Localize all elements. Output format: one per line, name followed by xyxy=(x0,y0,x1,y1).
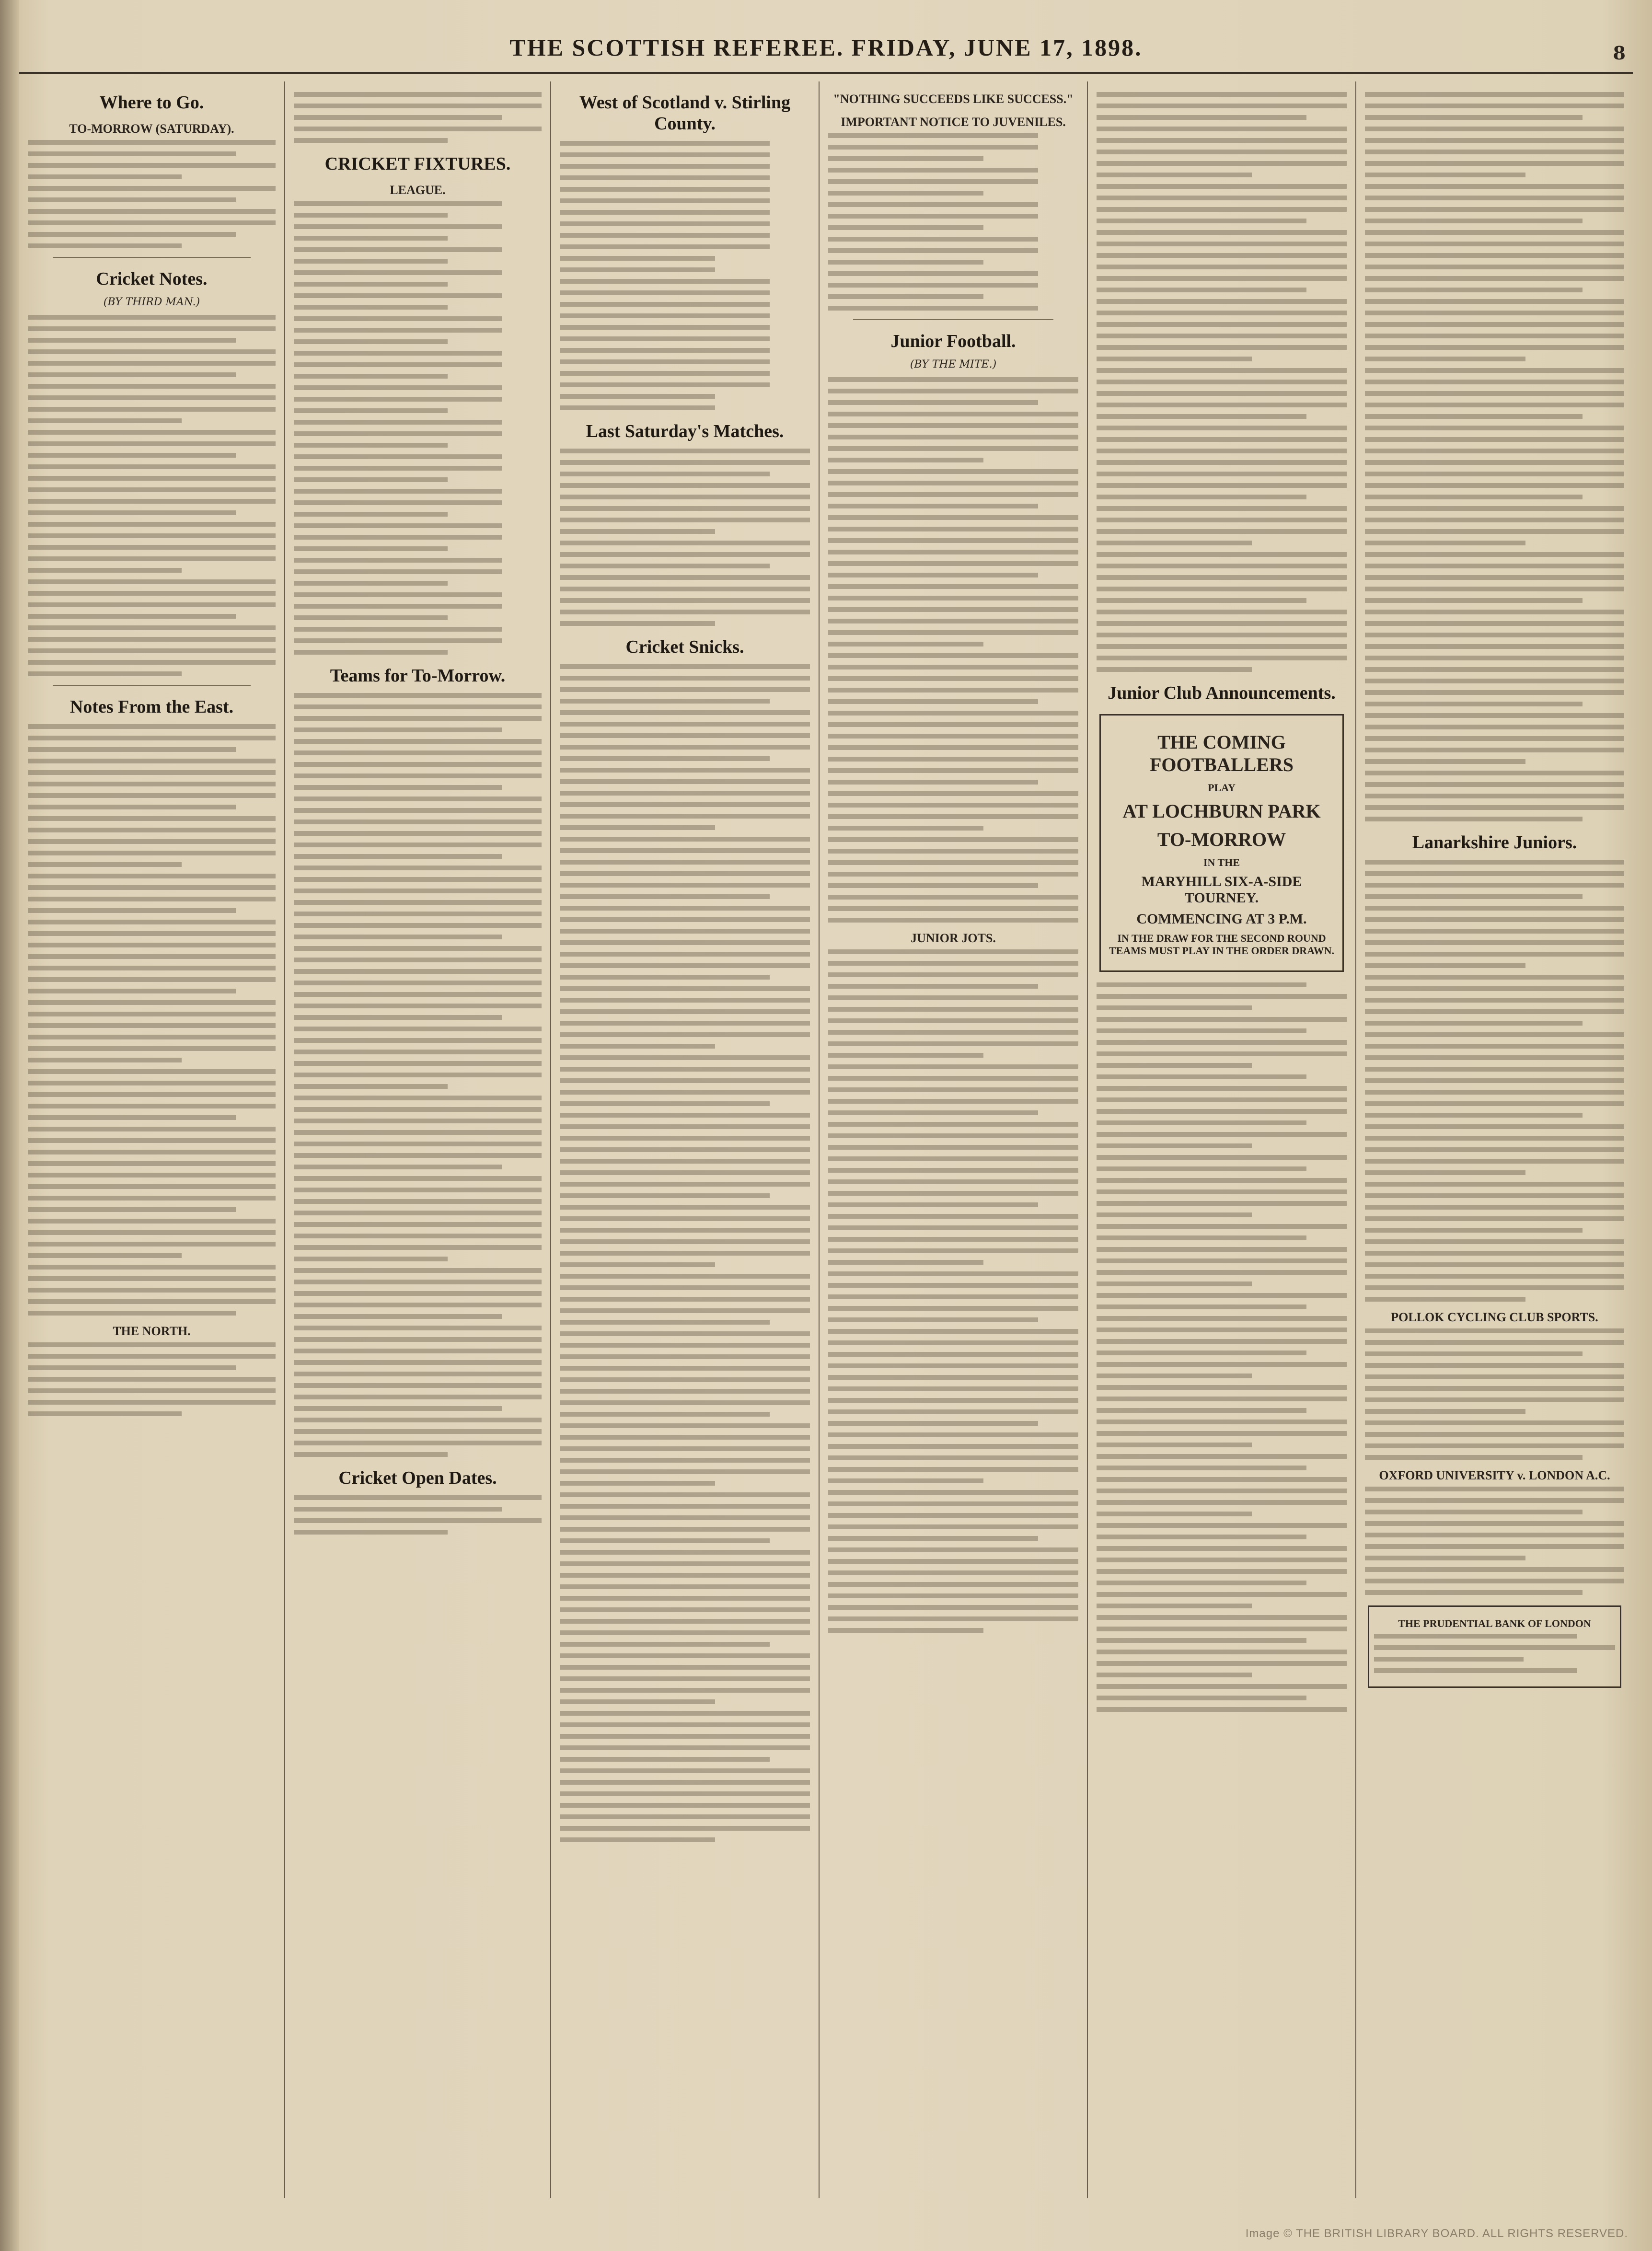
text-block xyxy=(28,724,276,1316)
section-heading: Junior Football. xyxy=(890,331,1016,351)
masthead-title: THE SCOTTISH REFEREE. FRIDAY, JUNE 17, 1898. xyxy=(509,34,1143,61)
section-heading: Teams for To-Morrow. xyxy=(330,666,506,686)
column-3 xyxy=(551,81,820,2198)
section-heading: THE NORTH. xyxy=(113,1324,191,1338)
advertisements-block xyxy=(1097,982,1347,1712)
ad-line-4: TO-MORROW xyxy=(1157,829,1286,850)
column-1-heading: Where to Go. xyxy=(99,92,204,113)
ad-line-5: IN THE xyxy=(1203,856,1240,868)
column-2 xyxy=(285,81,551,2198)
ad-line-1: THE COMING FOOTBALLERS xyxy=(1149,731,1294,775)
columns xyxy=(19,81,1633,2198)
section-heading: JUNIOR JOTS. xyxy=(911,931,996,945)
binding-edge xyxy=(0,0,19,2251)
page-number: 8 xyxy=(1613,42,1626,64)
notice-block xyxy=(828,133,1078,311)
text-block xyxy=(1097,92,1347,672)
column-4-heading: "NOTHING SUCCEEDS LIKE SUCCESS." xyxy=(833,92,1074,106)
section-heading: TO-MORROW (SATURDAY). xyxy=(69,122,234,136)
text-block xyxy=(560,664,810,1842)
text-block xyxy=(294,92,542,143)
byline: (BY THE MITE.) xyxy=(910,358,997,370)
text-block xyxy=(294,693,542,1457)
section-heading: POLLOK CYCLING CLUB SPORTS. xyxy=(1391,1310,1598,1324)
ad-line-2: PLAY xyxy=(1208,782,1236,794)
section-heading: Cricket Notes. xyxy=(96,269,208,289)
section-heading: IMPORTANT NOTICE TO JUVENILES. xyxy=(841,115,1066,129)
section-heading: Cricket Snicks. xyxy=(625,637,744,657)
text-block xyxy=(1365,92,1624,821)
fixtures-list xyxy=(294,201,542,655)
byline: (BY THIRD MAN.) xyxy=(103,296,200,308)
masthead-rule xyxy=(19,72,1633,74)
column-3-heading: West of Scotland v. Stirling County. xyxy=(579,92,791,134)
column-6-heading: Lanarkshire Juniors. xyxy=(1412,832,1577,853)
section-heading: Notes From the East. xyxy=(69,697,234,717)
section-heading: Last Saturday's Matches. xyxy=(586,421,784,441)
advertisement-prudential-bank xyxy=(1368,1605,1621,1688)
text-block xyxy=(28,315,276,676)
ad-line-6: MARYHILL SIX-A-SIDE TOURNEY. xyxy=(1141,874,1302,906)
column-1 xyxy=(19,81,285,2198)
text-block xyxy=(1365,1487,1624,1595)
column-2-heading: CRICKET FIXTURES. xyxy=(324,154,511,174)
text-block xyxy=(560,449,810,626)
text-block xyxy=(828,377,1078,923)
section-heading: Cricket Open Dates. xyxy=(338,1468,497,1488)
text-block xyxy=(1365,860,1624,1302)
column-4 xyxy=(820,81,1088,2198)
text-block xyxy=(828,949,1078,1633)
ad-line-3: AT LOCHBURN PARK xyxy=(1122,800,1321,822)
bank-title: THE PRUDENTIAL BANK OF LONDON xyxy=(1398,1617,1591,1629)
advertisement-lochburn-park xyxy=(1099,714,1344,972)
column-6 xyxy=(1356,81,1633,2198)
section-heading: OXFORD UNIVERSITY v. LONDON A.C. xyxy=(1379,1468,1610,1482)
text-block xyxy=(1365,1328,1624,1460)
scorecard xyxy=(560,141,810,410)
section-heading: LEAGUE. xyxy=(390,183,446,197)
ad-line-8: IN THE DRAW FOR THE SECOND ROUND TEAMS MUST PLAY IN THE ORDER DRAWN. xyxy=(1109,932,1335,957)
text-block xyxy=(28,140,276,248)
column-5 xyxy=(1088,81,1356,2198)
image-credit: Image © THE BRITISH LIBRARY BOARD. ALL RIGHTS RESERVED. xyxy=(1245,2227,1628,2240)
text-block xyxy=(28,1342,276,1416)
text-block xyxy=(294,1495,542,1535)
column-5-heading: Junior Club Announcements. xyxy=(1108,683,1336,703)
masthead xyxy=(0,34,1652,67)
ad-line-7: COMMENCING AT 3 P.M. xyxy=(1136,911,1307,927)
